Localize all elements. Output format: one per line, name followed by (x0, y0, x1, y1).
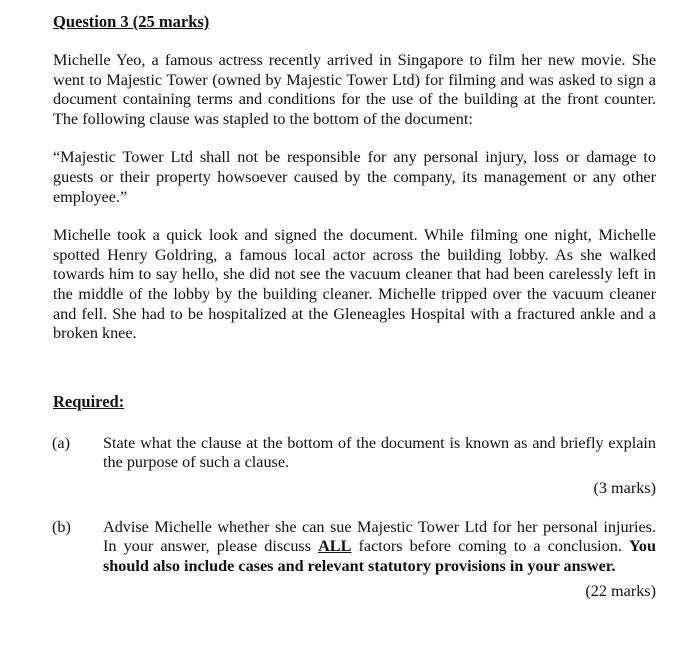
exclusion-clause-quote: “Majestic Tower Ltd shall not be responsible for any personal injury, loss or damage to guests or their property howsoever caused by the company, its management or any other employee.” (53, 148, 656, 206)
question-a-label: (a) (52, 433, 70, 452)
question-b-marks: (22 marks) (585, 582, 656, 601)
question-a-marks: (3 marks) (593, 478, 656, 497)
required-heading: Required: (53, 391, 125, 411)
question-b-text-part2: factors before coming to a conclusion. (351, 537, 629, 556)
scenario-paragraph-1: Michelle Yeo, a famous actress recently arrived in Singapore to film her new movie. She went to Majestic Tower (owned by Majestic Tower Ltd) for filming and was asked to sign a document containing terms and conditions for the use of the building at the front counter. The following clause was stapled to the bottom of the document: (53, 51, 656, 128)
question-b (53, 518, 656, 602)
question-document (53, 12, 656, 602)
question-a (53, 434, 656, 499)
question-title: Question 3 (25 marks) (53, 12, 210, 31)
question-b-text-part1: Advise Michelle whether she can sue Majestic Tower Ltd for her personal injuries. In your answer, please discuss (103, 517, 656, 556)
question-b-label: (b) (52, 517, 71, 536)
question-b-emphasis: ALL (318, 537, 352, 556)
question-b-bold-instruction: You should also include cases and relevant statutory provisions in your answer. (103, 537, 656, 575)
question-b-text (103, 518, 656, 577)
question-a-text: State what the clause at the bottom of the document is known as and briefly explain the purpose of such a clause. (103, 433, 656, 472)
scenario-paragraph-2: Michelle took a quick look and signed the document. While filming one night, Michelle spotted Henry Goldring, a famous local actor across the building lobby. As she walked towards him to say hello, she did not see the vacuum cleaner that had been carelessly left in the middle of the lobby by the building cleaner. Michelle tripped over the vacuum cleaner and fell. She had to be hospitalized at the Gleneagles Hospital with a fractured ankle and a broken knee. (53, 226, 656, 343)
